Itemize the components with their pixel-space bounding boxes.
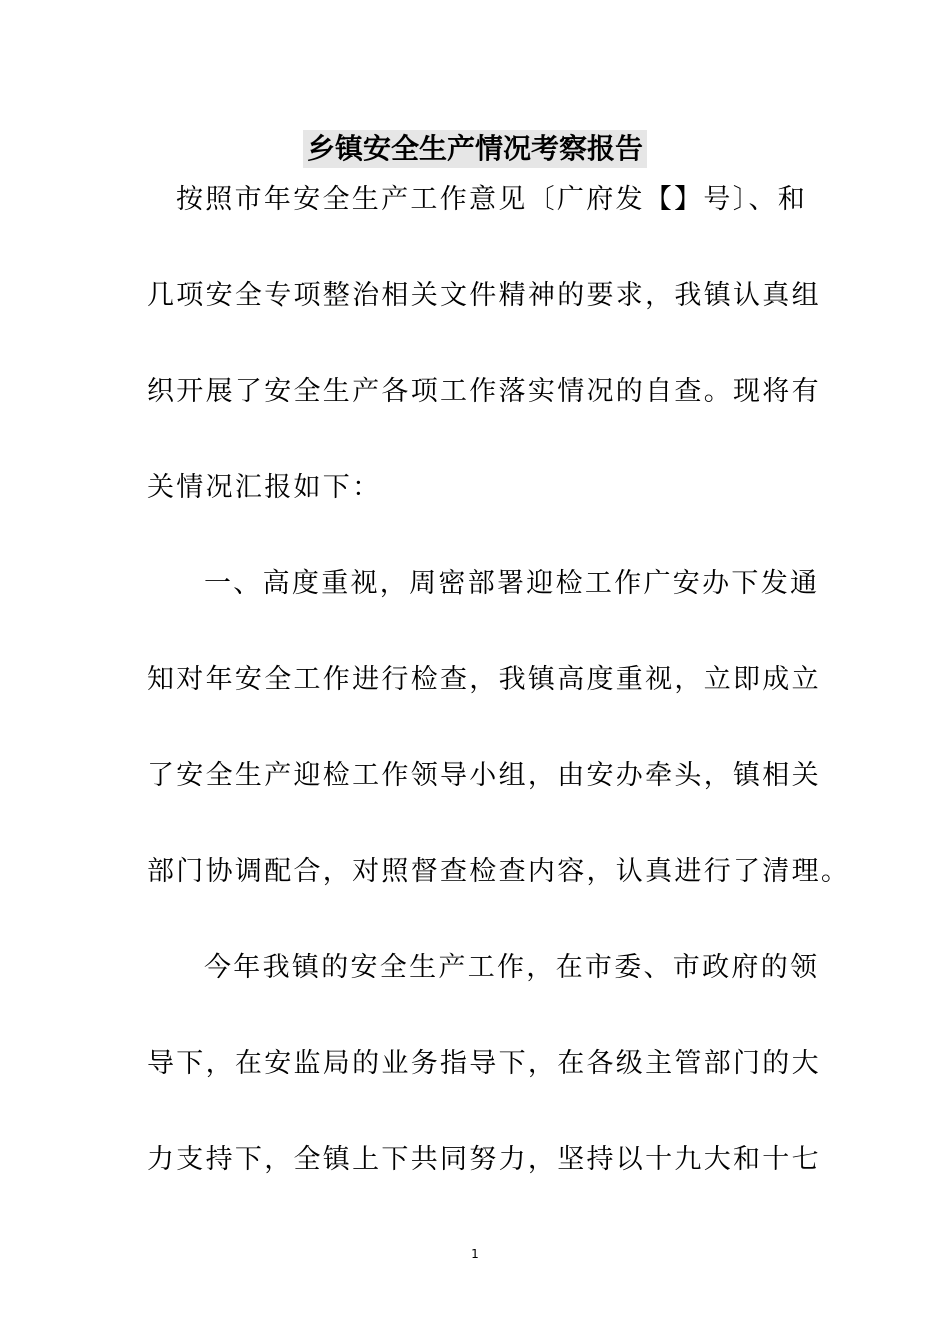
paragraph-line: 部门协调配合，对照督查检查内容，认真进行了清理。 [147,856,851,887]
section-heading-line: 一、高度重视，周密部署迎检工作广安办下发通 [204,568,820,599]
paragraph-line: 知对年安全工作进行检查，我镇高度重视，立即成立 [147,664,821,695]
document-body [147,172,851,1228]
paragraph-line: 几项安全专项整治相关文件精神的要求，我镇认真组 [147,280,821,311]
title-container [0,130,950,168]
paragraph-line: 了安全生产迎检工作领导小组，由安办牵头，镇相关 [147,760,821,791]
paragraph-line: 导下，在安监局的业务指导下，在各级主管部门的大 [147,1048,821,1079]
paragraph-line: 力支持下，全镇上下共同努力，坚持以十九大和十七 [147,1144,821,1175]
page-number: 1 [471,1247,479,1261]
paragraph-line: 织开展了安全生产各项工作落实情况的自查。现将有 [147,376,821,407]
document-title: 乡镇安全生产情况考察报告 [303,130,647,168]
paragraph-line: 今年我镇的安全生产工作，在市委、市政府的领 [204,952,820,983]
paragraph-line: 关情况汇报如下： [147,472,382,503]
paragraph-line: 按照市年安全生产工作意见〔广府发【】号〕、和 [176,184,808,215]
